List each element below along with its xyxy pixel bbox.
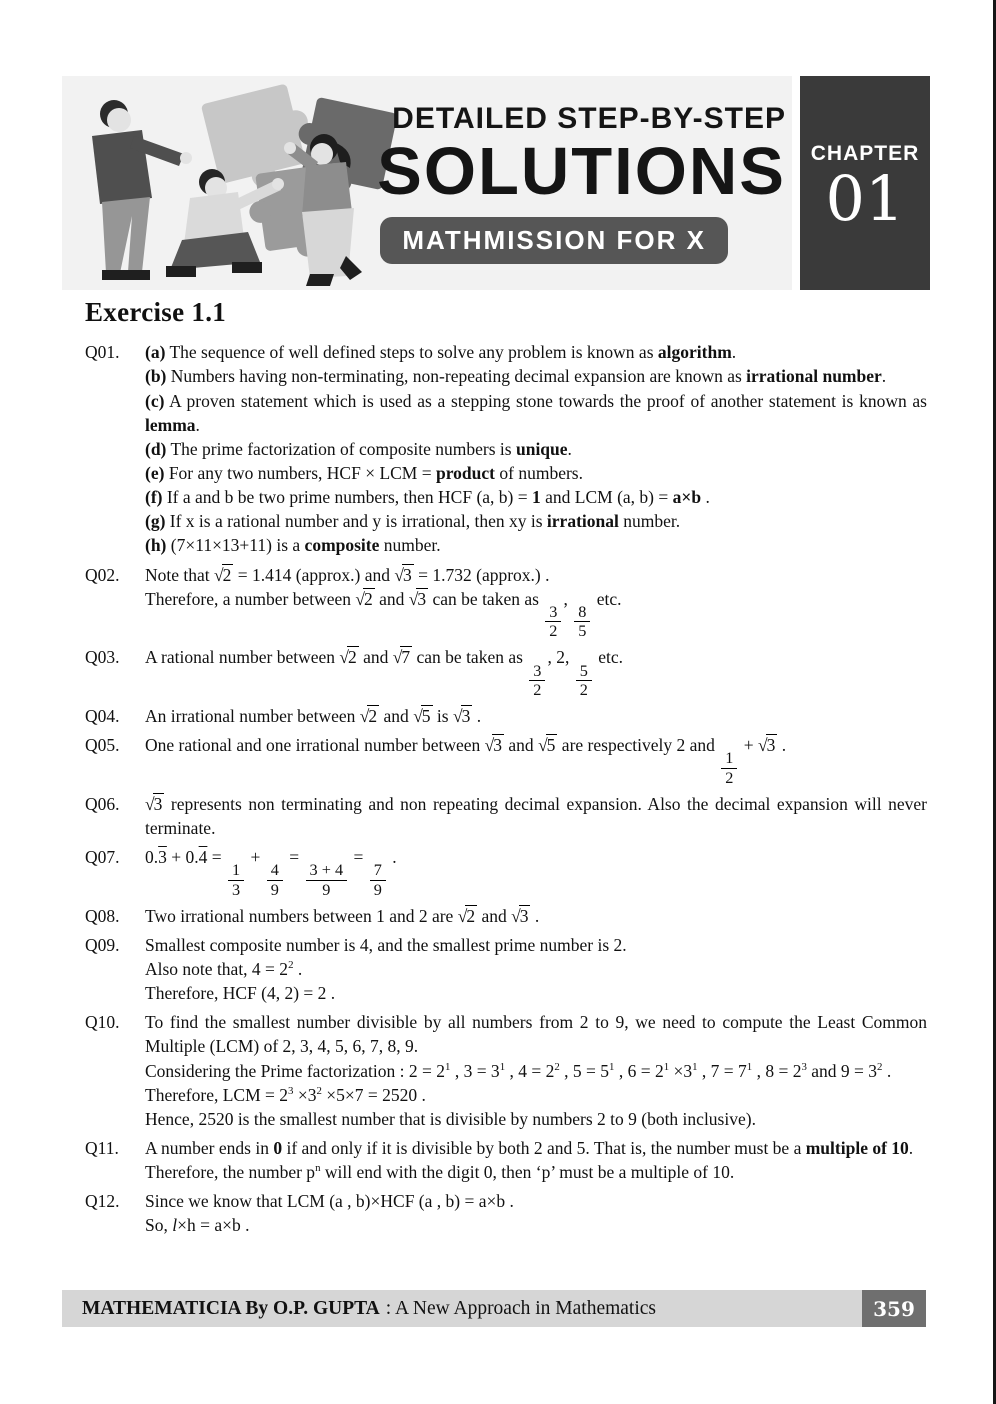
- text-run: .: [472, 706, 482, 726]
- text-run: 0: [273, 1138, 283, 1159]
- text-run: If a and b be two prime numbers, then HCF (a, b) =: [162, 487, 532, 508]
- text-run: multiple of 10: [805, 1138, 909, 1159]
- banner-titles: [377, 102, 786, 264]
- text-run: So,: [145, 1215, 173, 1236]
- question-label: Q01.: [85, 342, 120, 363]
- question-paragraph: [145, 509, 927, 533]
- fraction: [529, 662, 545, 699]
- question-paragraph: [145, 587, 927, 641]
- text-run: (g): [145, 511, 166, 532]
- question-label: Q02.: [85, 564, 120, 585]
- text-run: product: [436, 462, 495, 483]
- radical-sign: √: [511, 905, 520, 926]
- series-badge: MATHMISSION FOR X: [380, 217, 728, 264]
- text-run: =: [207, 847, 226, 868]
- question-label: Q04.: [85, 706, 120, 726]
- fraction-numerator: 5: [576, 662, 592, 681]
- radicand: 5: [546, 735, 556, 756]
- fraction: [267, 861, 283, 898]
- book-brand: MATHEMATICIA By O.P. GUPTA: [82, 1297, 380, 1319]
- repeating-decimal-digit: 3: [158, 847, 167, 868]
- text-run: (f): [145, 487, 163, 508]
- question-body: [145, 933, 927, 1005]
- text-run: and: [379, 706, 414, 726]
- superscript: n: [315, 1162, 321, 1175]
- text-run: Numbers having non-terminating, non-repeating decimal expansion are known as: [166, 366, 747, 387]
- chapter-number: 01: [825, 162, 905, 235]
- text-run: and: [374, 588, 409, 609]
- text-run: and: [504, 735, 539, 756]
- question-paragraph: [145, 1213, 927, 1237]
- square-root: [339, 647, 358, 667]
- fraction-numerator: 3: [529, 662, 545, 681]
- question-label: Q12.: [85, 1191, 120, 1212]
- question-row: [85, 845, 927, 899]
- text-run: (e): [145, 462, 165, 483]
- text-run: , 8 = 2: [752, 1060, 802, 1081]
- fraction-denominator: 9: [322, 880, 331, 899]
- text-run: composite: [304, 535, 380, 556]
- text-run: .: [731, 342, 737, 363]
- text-run: + 0.: [166, 847, 199, 868]
- text-run: and LCM (a, b) =: [540, 487, 673, 508]
- radicand: 3: [417, 588, 427, 609]
- superscript: 1: [445, 1060, 451, 1073]
- square-root: [214, 565, 233, 585]
- text-run: 0.: [145, 847, 159, 868]
- radical-sign: √: [452, 706, 462, 726]
- question-body: [145, 704, 927, 728]
- question-row: [85, 704, 927, 728]
- question-paragraph: [145, 1160, 927, 1184]
- text-run: To find the smallest number divisible by all numbers from 2 to 9, we need to compute the Least Common Multiple (LCM) of 2, 3, 4, 5, 6, 7, 8, 9.: [145, 1012, 927, 1057]
- question-paragraph: [145, 340, 927, 364]
- radicand: 3: [519, 905, 529, 926]
- radical-sign: √: [359, 706, 369, 726]
- text-run: .: [530, 905, 540, 926]
- question-label: Q11.: [85, 1138, 119, 1159]
- fraction-numerator: 1: [228, 861, 244, 880]
- question-paragraph: [145, 389, 927, 437]
- question-paragraph: [145, 904, 927, 928]
- radical-sign: √: [214, 564, 223, 585]
- question-body: [145, 340, 927, 557]
- superscript: 3: [288, 1084, 294, 1097]
- solutions-content: [85, 294, 927, 1243]
- question-row: [85, 645, 927, 699]
- question-paragraph: [145, 364, 927, 388]
- exercise-title: Exercise 1.1: [85, 297, 227, 327]
- question-paragraph: [145, 645, 927, 699]
- question-paragraph: [145, 1136, 927, 1160]
- text-run: Therefore, a number between: [145, 588, 356, 609]
- teamwork-puzzle-illustration: [62, 76, 402, 290]
- fraction-numerator: 1: [721, 749, 737, 768]
- text-run: if and only if it is divisible by both 2 and 5. That is, the number must be a: [282, 1138, 806, 1159]
- question-row: [85, 1136, 927, 1184]
- text-run: of numbers.: [495, 462, 583, 483]
- text-run: = 1.732 (approx.) .: [413, 564, 550, 585]
- text-run: etc.: [592, 588, 622, 609]
- question-row: [85, 1010, 927, 1131]
- text-run: = 1.414 (approx.) and: [233, 564, 395, 585]
- superscript: 3: [801, 1060, 807, 1073]
- text-run: An irrational number between: [145, 706, 360, 726]
- text-run: (d): [145, 438, 167, 459]
- radicand: 2: [222, 564, 232, 585]
- text-run: =: [349, 847, 368, 868]
- text-run: (c): [145, 390, 165, 411]
- text-run: is: [432, 706, 453, 726]
- square-root: [360, 706, 379, 726]
- fraction: [576, 662, 592, 699]
- question-body: [145, 733, 927, 787]
- text-run: , 3 = 3: [450, 1060, 500, 1081]
- text-run: .: [908, 1138, 914, 1159]
- text-run: can be taken as: [428, 588, 544, 609]
- header-banner: [62, 76, 930, 290]
- text-run: ×5×7 = 2520 .: [321, 1084, 426, 1105]
- radical-sign: √: [145, 793, 154, 814]
- fraction: [228, 861, 244, 898]
- square-root: [458, 906, 477, 926]
- text-run: , 7 = 7: [697, 1060, 747, 1081]
- superscript: 2: [554, 1060, 560, 1073]
- text-run: and: [477, 905, 512, 926]
- question-paragraph: [145, 1059, 927, 1083]
- question-paragraph: [145, 1189, 927, 1213]
- text-run: and: [358, 647, 393, 668]
- text-run: The sequence of well defined steps to solve any problem is known as: [165, 342, 658, 363]
- text-run: ×3: [293, 1084, 317, 1105]
- text-run: .: [881, 366, 887, 387]
- text-run: A proven statement which is used as a stepping stone towards the proof of another statement is known as: [164, 390, 927, 411]
- superscript: 1: [746, 1060, 753, 1073]
- radicand: 3: [153, 793, 163, 814]
- text-run: l: [172, 1215, 178, 1236]
- fraction: [574, 603, 590, 640]
- fraction-numerator: 8: [574, 603, 590, 622]
- square-root: [758, 735, 777, 755]
- question-label: Q03.: [85, 647, 120, 668]
- text-run: , 5 = 5: [559, 1060, 610, 1081]
- fraction-numerator: 3: [545, 603, 561, 622]
- text-run: (7×11×13+11) is a: [166, 535, 305, 556]
- radicand: 2: [466, 905, 476, 926]
- radicand: 5: [421, 706, 431, 726]
- question-label: Q10.: [85, 1012, 120, 1033]
- question-paragraph: [145, 533, 927, 557]
- fraction-numerator: 7: [370, 861, 386, 880]
- page-number-badge: 359: [862, 1290, 926, 1327]
- radical-sign: √: [355, 588, 364, 609]
- radicand: 3: [493, 735, 503, 756]
- text-run: .: [293, 959, 303, 980]
- text-run: number.: [618, 511, 681, 532]
- text-run: If x is a rational number and y is irrational, then xy is: [165, 511, 547, 532]
- text-run: , 2,: [547, 647, 574, 668]
- footer-text: [62, 1298, 656, 1320]
- text-run: .: [195, 414, 200, 435]
- square-root: [511, 906, 530, 926]
- text-run: .: [387, 847, 397, 868]
- question-label: Q07.: [85, 847, 120, 868]
- question-body: [145, 845, 927, 899]
- text-run: number.: [379, 535, 441, 556]
- text-run: can be taken as: [412, 647, 528, 668]
- footer-tagline: : A New Approach in Mathematics: [385, 1297, 657, 1319]
- question-label: Q08.: [85, 905, 120, 926]
- text-run: are respectively 2 and: [557, 735, 720, 756]
- superscript: 1: [499, 1060, 506, 1073]
- question-label: Q09.: [85, 934, 120, 955]
- radical-sign: √: [394, 564, 403, 585]
- text-run: Since we know that LCM (a , b)×HCF (a , b) = a×b .: [145, 1191, 514, 1212]
- text-run: Two irrational numbers between 1 and 2 are: [145, 905, 458, 926]
- text-run: =: [284, 847, 304, 868]
- fraction-denominator: 9: [270, 880, 279, 899]
- text-run: and 9 = 3: [806, 1060, 878, 1081]
- radicand: 2: [348, 647, 357, 668]
- text-run: Therefore, LCM = 2: [145, 1084, 289, 1105]
- radical-sign: √: [538, 735, 547, 756]
- text-run: etc.: [593, 647, 623, 668]
- text-run: Therefore, HCF (4, 2) = 2 .: [145, 983, 336, 1004]
- superscript: 2: [288, 959, 294, 972]
- text-run: irrational number: [746, 366, 882, 387]
- text-run: algorithm: [657, 342, 732, 363]
- question-row: [85, 563, 927, 641]
- text-run: +: [739, 735, 758, 756]
- chapter-label: CHAPTER: [810, 142, 920, 165]
- text-run: lemma: [145, 414, 196, 435]
- fraction: [306, 861, 348, 898]
- radical-sign: √: [457, 905, 467, 926]
- fraction-numerator: 3 + 4: [306, 861, 348, 880]
- question-paragraph: [145, 957, 927, 981]
- text-run: will end with the digit 0, then ‘p’ must be a multiple of 10.: [320, 1162, 735, 1183]
- fraction-denominator: 2: [549, 622, 558, 641]
- question-paragraph: [145, 563, 927, 587]
- question-row: [85, 1189, 927, 1237]
- fraction: [545, 603, 561, 640]
- questions-list: [85, 340, 927, 1237]
- question-paragraph: [145, 981, 927, 1005]
- fraction-denominator: 5: [578, 622, 587, 641]
- question-label: Q05.: [85, 735, 120, 756]
- question-body: [145, 645, 927, 699]
- text-run: Also note that, 4 = 2: [145, 959, 289, 980]
- question-body: [145, 563, 927, 641]
- text-run: .: [701, 487, 710, 508]
- text-run: (a): [145, 342, 166, 363]
- text-run: Smallest composite number is 4, and the smallest prime number is 2.: [145, 934, 627, 955]
- superscript: 2: [877, 1060, 883, 1073]
- text-run: .: [567, 438, 572, 459]
- square-root: [453, 706, 472, 726]
- text-run: ×3: [669, 1060, 693, 1081]
- fraction-denominator: 2: [579, 680, 588, 699]
- text-run: .: [882, 1060, 892, 1081]
- fraction: [721, 749, 737, 786]
- radicand: 2: [368, 706, 378, 726]
- square-root: [409, 589, 428, 609]
- question-row: [85, 904, 927, 928]
- question-row: [85, 933, 927, 1005]
- radicand: 7: [401, 647, 411, 668]
- radical-sign: √: [758, 735, 767, 756]
- fraction-denominator: 2: [725, 768, 734, 787]
- fraction-denominator: 9: [373, 880, 382, 899]
- question-body: [145, 1010, 927, 1131]
- question-body: [145, 1136, 927, 1184]
- radicand: 3: [403, 564, 412, 585]
- question-paragraph: [145, 1107, 927, 1131]
- question-paragraph: [145, 733, 927, 787]
- square-root: [394, 565, 413, 585]
- superscript: 1: [692, 1060, 698, 1073]
- radicand: 3: [461, 706, 471, 726]
- radicand: 3: [766, 735, 776, 756]
- text-run: (b): [145, 366, 167, 387]
- text-run: unique: [515, 438, 568, 459]
- text-run: , 6 = 2: [614, 1060, 664, 1081]
- text-run: The prime factorization of composite numbers is: [166, 438, 516, 459]
- question-paragraph: [145, 485, 927, 509]
- text-run: irrational: [546, 511, 619, 532]
- text-run: , 4 = 2: [505, 1060, 555, 1081]
- square-root: [393, 647, 412, 667]
- text-run: A rational number between: [145, 647, 340, 668]
- text-run: One rational and one irrational number between: [145, 735, 485, 756]
- fraction: [370, 861, 386, 898]
- text-run: For any two numbers, HCF × LCM =: [164, 462, 436, 483]
- text-run: Considering the Prime factorization : 2 = 2: [145, 1060, 446, 1081]
- fraction-denominator: 3: [232, 880, 241, 899]
- text-run: 1: [532, 487, 541, 508]
- question-paragraph: [145, 792, 927, 840]
- fraction-denominator: 2: [533, 680, 542, 699]
- chapter-box: [800, 76, 930, 290]
- superscript: 2: [316, 1084, 322, 1097]
- text-run: Hence, 2520 is the smallest number that is divisible by numbers 2 to 9 (both inclusive).: [145, 1108, 756, 1129]
- square-root: [355, 589, 374, 609]
- text-run: +: [246, 847, 265, 868]
- square-root: [145, 794, 164, 814]
- fraction-numerator: 4: [267, 861, 283, 880]
- question-paragraph: [145, 461, 927, 485]
- text-run: (h): [145, 535, 167, 556]
- question-body: [145, 1189, 927, 1237]
- question-label: Q06.: [85, 793, 120, 814]
- question-paragraph: [145, 933, 927, 957]
- question-row: [85, 792, 927, 840]
- question-row: [85, 340, 927, 557]
- question-paragraph: [145, 1010, 927, 1058]
- radical-sign: √: [413, 706, 422, 726]
- question-paragraph: [145, 437, 927, 461]
- square-root: [413, 706, 432, 726]
- square-root: [485, 735, 504, 755]
- banner-subtitle: DETAILED STEP-BY-STEP: [392, 102, 786, 135]
- banner-title: SOLUTIONS: [377, 134, 786, 209]
- superscript: 1: [609, 1060, 615, 1073]
- superscript: 1: [663, 1060, 670, 1073]
- text-run: Therefore, the number p: [145, 1162, 316, 1183]
- banner-main: [62, 76, 792, 290]
- text-run: A number ends in: [145, 1138, 274, 1159]
- radical-sign: √: [484, 735, 494, 756]
- repeating-decimal-digit: 4: [198, 847, 208, 868]
- square-root: [538, 735, 557, 755]
- radicand: 2: [364, 588, 373, 609]
- text-run: Note that: [145, 564, 215, 585]
- question-row: [85, 733, 927, 787]
- question-body: [145, 904, 927, 928]
- text-run: .: [777, 735, 787, 756]
- question-paragraph: [145, 1083, 927, 1107]
- radical-sign: √: [339, 647, 348, 668]
- text-run: a×b: [672, 487, 702, 508]
- text-run: ×h = a×b .: [177, 1215, 250, 1236]
- text-run: represents non terminating and non repeating decimal expansion. Also the decimal expansion will never terminate.: [145, 793, 927, 838]
- footer-bar: [62, 1290, 926, 1327]
- radical-sign: √: [408, 588, 418, 609]
- text-run: ,: [563, 588, 573, 609]
- question-paragraph: [145, 704, 927, 728]
- question-body: [145, 792, 927, 840]
- question-paragraph: [145, 845, 927, 899]
- radical-sign: √: [392, 647, 402, 668]
